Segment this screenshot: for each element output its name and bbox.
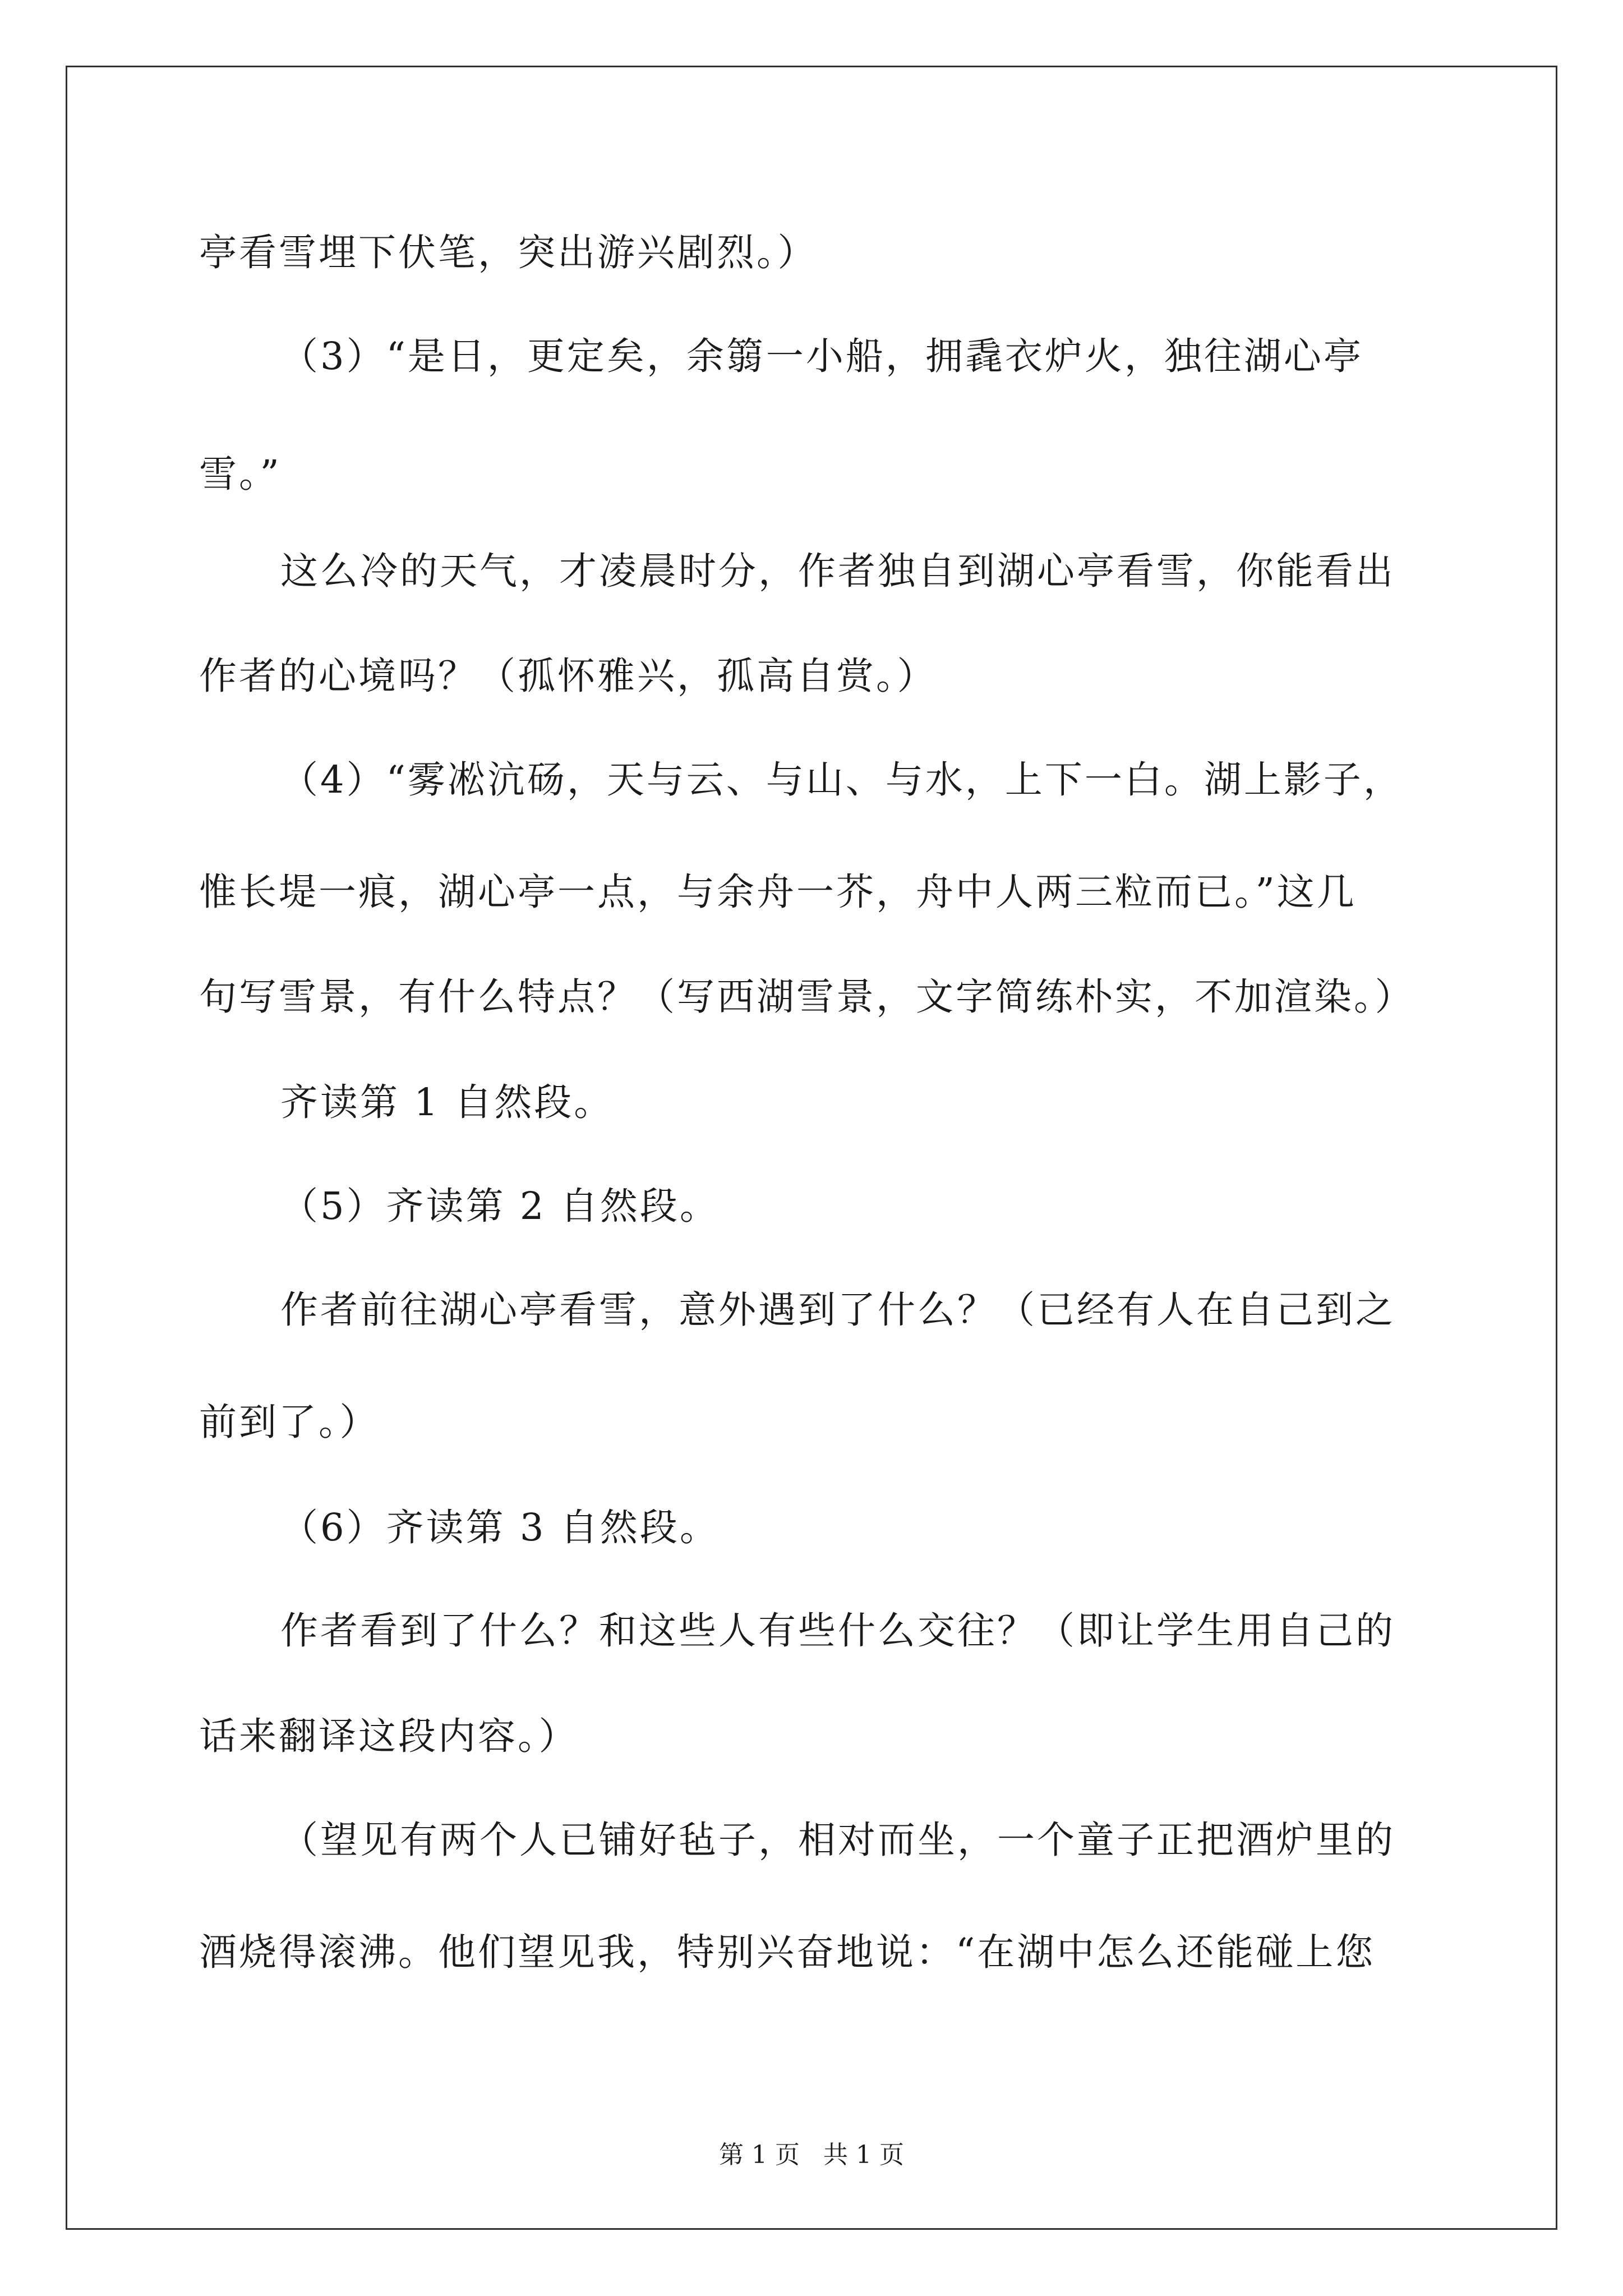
paragraph-line: 作者的心境吗？（孤怀雅兴，孤高自赏。） — [199, 654, 937, 698]
paragraph-line: （5）齐读第 2 自然段。 — [280, 1184, 720, 1228]
paragraph-line: 前到了。） — [199, 1400, 380, 1444]
paragraph-line: 酒烧得滚沸。他们望见我，特别兴奋地说：“在湖中怎么还能碰上您 — [199, 1930, 1376, 1974]
paragraph-line: 作者前往湖心亭看雪，意外遇到了什么？（已经有人在自己到之 — [280, 1288, 1395, 1332]
paragraph-line: 作者看到了什么？和这些人有些什么交往？（即让学生用自己的 — [280, 1609, 1395, 1653]
paragraph-line: 惟长堤一痕，湖心亭一点，与余舟一芥，舟中人两三粒而已。”这几 — [199, 870, 1357, 914]
paragraph-line: （6）齐读第 3 自然段。 — [280, 1506, 720, 1549]
page-border — [66, 66, 1557, 2230]
paragraph-line: （4）“雾凇沆砀，天与云、与山、与水，上下一白。湖上影子， — [280, 758, 1403, 802]
paragraph-line: 话来翻译这段内容。） — [199, 1714, 579, 1758]
paragraph-line: （望见有两个人已铺好毡子，相对而坐，一个童子正把酒炉里的 — [280, 1818, 1395, 1862]
paragraph-line: 这么冷的天气，才凌晨时分，作者独自到湖心亭看雪，你能看出 — [280, 549, 1395, 593]
paragraph-line: 句写雪景，有什么特点？（写西湖雪景，文字简练朴实，不加渲染。） — [199, 975, 1415, 1019]
paragraph-line: （3）“是日，更定矣，余篛一小船，拥毳衣炉火，独往湖心亭 — [280, 334, 1363, 378]
page-footer: 第 1 页 共 1 页 — [719, 2141, 904, 2169]
paragraph-line: 齐读第 1 自然段。 — [280, 1080, 614, 1124]
paragraph-line: 亭看雪埋下伏笔，突出游兴剧烈。） — [199, 231, 818, 274]
paragraph-line: 雪。” — [199, 452, 282, 496]
